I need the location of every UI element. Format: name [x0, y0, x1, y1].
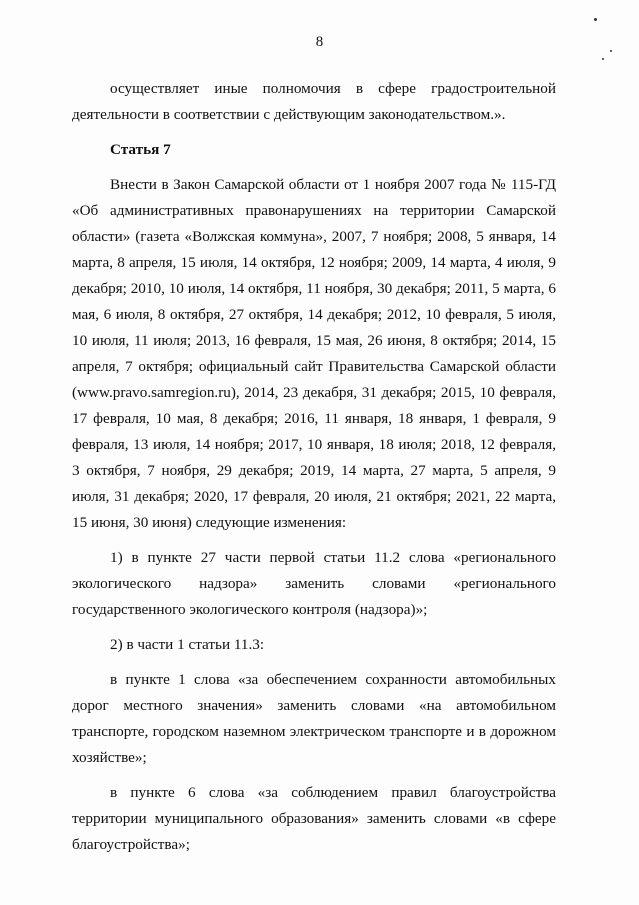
paragraph: 2) в части 1 статьи 11.3: — [110, 636, 265, 653]
continuation-paragraph: осуществляет иные полномочия в сфере градостроительной деятельности в соответствии с действующим законодательством.». — [72, 80, 556, 123]
paragraph: в пункте 6 слова «за соблюдением правил благоустройства территории муниципального образования» заменить словами «в сфере благоустройства»; — [72, 784, 556, 853]
article-heading: Статья 7 — [110, 141, 171, 158]
scan-speck — [610, 50, 612, 52]
scan-speck — [594, 18, 597, 21]
paragraph: 1) в пункте 27 части первой статьи 11.2 слова «регионального экологического надзора» заменить словами «регионального государственного экологического контроля (надзора)»; — [72, 549, 556, 618]
scan-speck — [602, 58, 604, 60]
paragraph: Внести в Закон Самарской области от 1 ноября 2007 года № 115-ГД «Об административных правонарушениях на территории Самарской области» (газета «Волжская коммуна», 2007, 7 ноября; 2008, 5 января, 14 марта, 8 апреля, 15 июля, 14 октября, 12 ноября; 2009, 14 марта, 4 июля, 9 декабря; 2010, 10 июля, 14 октября, 11 ноября, 30 декабря; 2011, 5 марта, 6 мая, 6 июля, 8 октября, 27 октября, 14 декабря; 2012, 10 февраля, 5 июля, 10 июля, 11 июля; 2013, 16 февраля, 15 мая, 26 июня, 8 октября; 2014, 15 апреля, 7 октября; официальный сайт Правительства Самарской области (www.pravo.samregion.ru), 2014, 23 декабря, 31 декабря; 2015, 10 февраля, 17 февраля, 10 мая, 8 декабря; 2016, 11 января, 18 января, 1 февраля, 9 февраля, 13 июля, 14 ноября; 2017, 10 января, 18 июля; 2018, 12 февраля, 3 октября, 7 ноября, 29 декабря; 2019, 14 марта, 27 марта, 5 апреля, 9 июля, 31 декабря; 2020, 17 февраля, 20 июля, 21 октября; 2021, 22 марта, 15 июня, 30 июня) следующие изменения: — [72, 176, 556, 531]
document-body — [72, 76, 556, 858]
page-number: 8 — [315, 34, 324, 50]
paragraph: в пункте 1 слова «за обеспечением сохранности автомобильных дорог местного значения» заменить словами «на автомобильном транспорте, городском наземном электрическом транспорте и в дорожном хозяйстве»; — [72, 671, 556, 766]
